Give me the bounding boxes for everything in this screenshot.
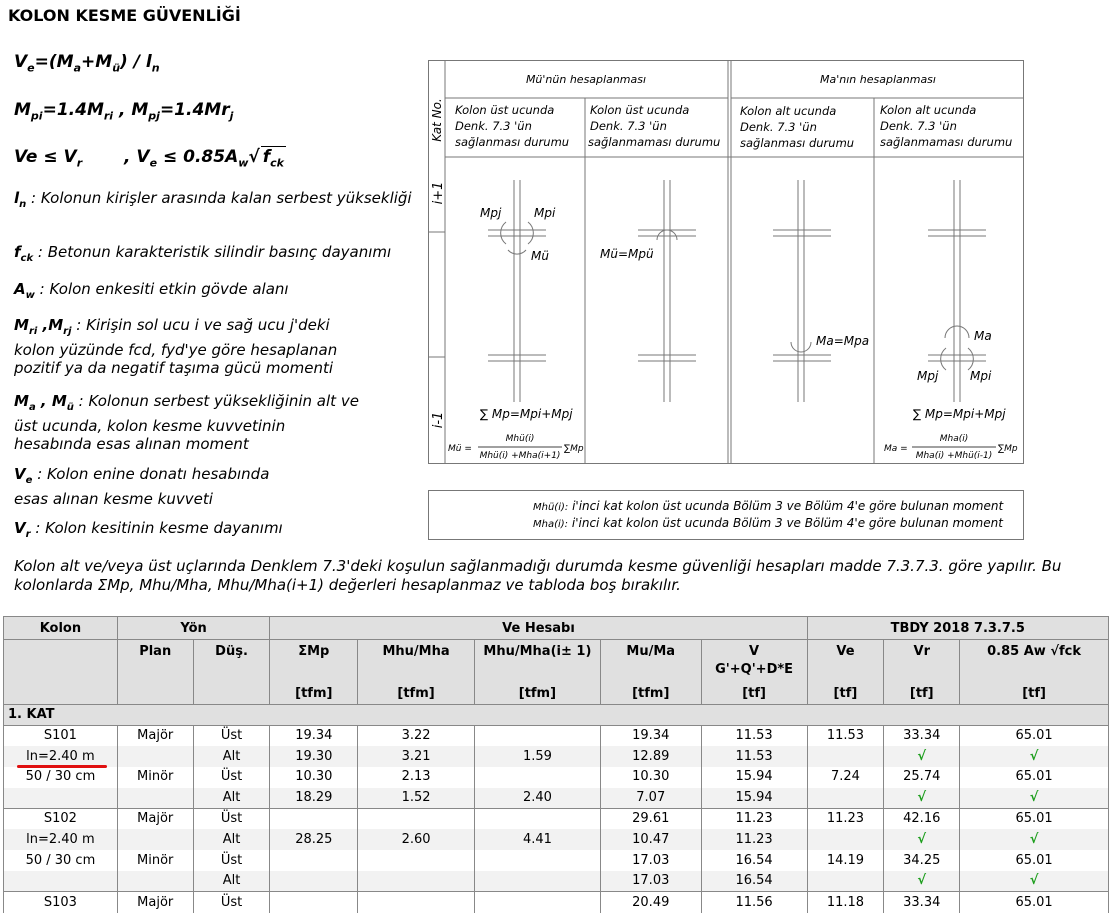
header-mhu-mha-i: Mhu/Mha(i± 1) (474, 640, 600, 684)
table-cell: 29.61 (600, 809, 701, 830)
unit-mhu-mha-i: [tfm] (474, 684, 600, 705)
table-cell: 28.25 (270, 829, 358, 850)
frac1-rhs: ∑Mp (564, 444, 584, 454)
definition-ma-mu: $M_a$ , $M_ü$ : Kolonun serbest yüksekliğinin alt ve üst ucunda, kolon kesme kuvvetinin hesabında esas alınan moment (14, 392, 359, 453)
table-cell: Alt (193, 871, 270, 892)
table-cell: 4.41 (474, 829, 600, 850)
definition-vr: $V_r$ : Kolon kesitinin kesme dayanımı (14, 519, 283, 540)
table-cell (358, 850, 475, 871)
table-row (4, 767, 1109, 788)
table-cell: 25.74 (884, 767, 960, 788)
table-cell: 2.60 (358, 829, 475, 850)
table-cell: 15.94 (701, 788, 807, 809)
table-cell: 16.54 (701, 850, 807, 871)
sum-mp-1: ∑ Mp=Mpi+Mpj (480, 407, 573, 421)
frac2-num: Mha(i) (939, 434, 969, 444)
unit-plan (117, 684, 193, 705)
moment-diagram (428, 60, 1028, 484)
col1-line1: Kolon üst ucunda (455, 103, 555, 117)
table-cell: 33.34 (884, 892, 960, 913)
table-cell: 65.01 (960, 726, 1109, 747)
table-cell: √ (884, 871, 960, 892)
table-cell: 1.59 (474, 746, 600, 767)
header-tbdy: TBDY 2018 7.3.7.5 (807, 617, 1108, 640)
table-cell: 12.89 (600, 746, 701, 767)
diagram-legend (428, 490, 1024, 540)
table-cell: 11.23 (701, 829, 807, 850)
table-cell (358, 871, 475, 892)
legend-line-1: Mhü(i): i'inci kat kolon üst ucunda Bölüm 3 ve Bölüm 4'e göre bulunan moment (533, 499, 1004, 513)
frac2-lhs: Ma = (884, 444, 908, 454)
table-cell: S103 (4, 892, 118, 913)
red-underline (17, 765, 107, 768)
table-cell: 18.29 (270, 788, 358, 809)
table-cell (270, 850, 358, 871)
table-cell (474, 850, 600, 871)
unit-aw-fck: [tf] (960, 684, 1109, 705)
definition-ln: $l_n$ : Kolonun kirişler arasında kalan serbest yüksekliği (14, 189, 412, 210)
table-cell: 50 / 30 cm (4, 850, 118, 871)
table-cell: 19.34 (270, 726, 358, 747)
shear-safety-table (3, 616, 1109, 913)
explanation-note: Kolon alt ve/veya üst uçlarında Denklem 7.3'deki koşulun sağlanmadığı durumda kesme güvenliği hesapları madde 7.3.7.3. göre yapılır. Bu kolonlarda ΣMp, Mhu/Mha, Mhu/Mha(i+1) değerleri hesaplanmaz ve tabloda boş bırakılır. (14, 557, 1062, 594)
table-cell: Üst (193, 726, 270, 747)
header-mu-ma: Mu/Ma (600, 640, 701, 684)
table-cell: 11.53 (701, 726, 807, 747)
label-ma-eq: Ma=Mpa (816, 334, 870, 348)
kat-no-label: Kat No. (430, 98, 444, 142)
label-mu-eq: Mü=Mpü (600, 247, 654, 261)
row-label-top: i+1 (431, 181, 446, 205)
frame-2 (638, 180, 696, 402)
table-row (4, 726, 1109, 747)
col3-line2: Denk. 7.3 'ün (740, 120, 817, 134)
table-cell: ln=2.40 m (4, 829, 118, 850)
frac2-rhs: ∑Mp (998, 444, 1018, 454)
header-yon: Yön (117, 617, 270, 640)
definition-mr: $M_{ri}$ $,M_{rj}$ : Kirişin sol ucu i ve sağ ucu j'deki kolon yüzünde fcd, fyd'ye göre hesaplanan pozitif ya da negatif taşıma gücü momenti (14, 316, 338, 377)
table-cell: Alt (193, 829, 270, 850)
table-cell: 42.16 (884, 809, 960, 830)
table-cell: 34.25 (884, 850, 960, 871)
header-v: V G'+Q'+D*E (701, 640, 807, 684)
table-cell (807, 871, 884, 892)
table-cell: 15.94 (701, 767, 807, 788)
col3-line3: sağlanması durumu (740, 136, 855, 150)
header-aw-fck: 0.85 Aw √fck (960, 640, 1109, 684)
table-cell: 2.13 (358, 767, 475, 788)
table-cell: Alt (193, 788, 270, 809)
header-kolon: Kolon (4, 617, 118, 640)
table-cell (807, 829, 884, 850)
header-ve: Ve (807, 640, 884, 684)
table-cell (474, 726, 600, 747)
header-blank (4, 640, 118, 684)
col2-line1: Kolon üst ucunda (590, 103, 690, 117)
table-cell: Üst (193, 850, 270, 871)
table-cell: 19.34 (600, 726, 701, 747)
ma-header: Ma'nın hesaplanması (820, 73, 936, 86)
table-cell: Üst (193, 767, 270, 788)
table-cell (4, 788, 118, 809)
table-cell: √ (884, 829, 960, 850)
definition-ve: $V_e$ : Kolon enine donatı hesabında esas alınan kesme kuvveti (14, 465, 270, 508)
table-cell: 50 / 30 cm (4, 767, 118, 788)
col1-line3: sağlanması durumu (455, 135, 570, 149)
table-cell: 33.34 (884, 726, 960, 747)
table-cell (117, 746, 193, 767)
table-cell: 14.19 (807, 850, 884, 871)
label-ma: Ma (974, 329, 992, 343)
kat-label: 1. KAT (4, 705, 1109, 726)
table-cell: Majör (117, 726, 193, 747)
table-cell: 7.24 (807, 767, 884, 788)
header-plan: Plan (117, 640, 193, 684)
header-mhu-mha: Mhu/Mha (358, 640, 475, 684)
table-cell: Alt (193, 746, 270, 767)
table-row (4, 892, 1109, 913)
table-cell (117, 788, 193, 809)
table-cell (358, 809, 475, 830)
table-cell: Minör (117, 767, 193, 788)
table-cell (807, 746, 884, 767)
unit-smp: [tfm] (270, 684, 358, 705)
formula-vr: $Ve \le V_r$ , $V_e \le 0.85A_w√$ $f_{ck}$ (14, 147, 284, 170)
table-row (4, 746, 1109, 767)
col2-line2: Denk. 7.3 'ün (590, 119, 667, 133)
col1-line2: Denk. 7.3 'ün (455, 119, 532, 133)
formula-ve: $V_e=(M_a+M_ü) / l_n$ (14, 52, 160, 75)
table-cell (358, 892, 475, 913)
table-cell: 11.18 (807, 892, 884, 913)
legend-line-2: Mha(i): i'inci kat kolon üst ucunda Bölüm 3 ve Bölüm 4'e göre bulunan moment (533, 516, 1003, 530)
table-cell (270, 892, 358, 913)
frac1-lhs: Mü = (448, 444, 472, 454)
table-cell: √ (960, 871, 1109, 892)
table-cell: 2.40 (474, 788, 600, 809)
table-cell: 16.54 (701, 871, 807, 892)
col2-line3: sağlanmaması durumu (588, 135, 721, 149)
table-cell (474, 809, 600, 830)
table-cell: Üst (193, 809, 270, 830)
unit-vr: [tf] (884, 684, 960, 705)
label-mpj-2: Mpj (917, 369, 939, 383)
table-cell: 3.22 (358, 726, 475, 747)
frac1-num: Mhü(i) (505, 434, 535, 444)
unit-blank (4, 684, 118, 705)
table-cell: Majör (117, 892, 193, 913)
frac1-den: Mhü(i) +Mha(i+1) (479, 451, 561, 461)
page-title: KOLON KESME GÜVENLİĞİ (8, 6, 241, 25)
sum-mp-2: ∑ Mp=Mpi+Mpj (913, 407, 1006, 421)
row-label-bottom: i-1 (431, 411, 446, 429)
table-cell (270, 871, 358, 892)
header-dus: Düş. (193, 640, 270, 684)
table-cell: 11.53 (701, 746, 807, 767)
table-row (4, 788, 1109, 809)
unit-mhu-mha: [tfm] (358, 684, 475, 705)
table-cell: 3.21 (358, 746, 475, 767)
table-cell: Minör (117, 850, 193, 871)
table-row (4, 871, 1109, 892)
table-cell: 65.01 (960, 850, 1109, 871)
table-cell: 17.03 (600, 850, 701, 871)
table-cell: Majör (117, 809, 193, 830)
label-mpi-1: Mpi (534, 206, 556, 220)
frame-3 (773, 180, 831, 402)
table-cell (117, 871, 193, 892)
unit-mu-ma: [tfm] (600, 684, 701, 705)
definition-aw: $A_w$ : Kolon enkesiti etkin gövde alanı (14, 280, 289, 301)
unit-v: [tf] (701, 684, 807, 705)
table-cell: 65.01 (960, 892, 1109, 913)
header-ve-hesabi: Ve Hesabı (270, 617, 807, 640)
header-smp: ΣMp (270, 640, 358, 684)
table-cell: 10.30 (600, 767, 701, 788)
table-cell: √ (960, 788, 1109, 809)
table-cell: √ (960, 829, 1109, 850)
table-cell: √ (960, 746, 1109, 767)
table-cell: Üst (193, 892, 270, 913)
table-cell: 11.53 (807, 726, 884, 747)
table-cell: 10.30 (270, 767, 358, 788)
label-mu: Mü (531, 249, 549, 263)
table-cell: 11.56 (701, 892, 807, 913)
unit-ve: [tf] (807, 684, 884, 705)
table-cell: 7.07 (600, 788, 701, 809)
label-mpj-1: Mpj (480, 206, 502, 220)
table-cell: 65.01 (960, 809, 1109, 830)
table-row (4, 829, 1109, 850)
table-cell (474, 892, 600, 913)
table-cell (474, 871, 600, 892)
table-cell: S101 (4, 726, 118, 747)
table-cell (807, 788, 884, 809)
table-cell (270, 809, 358, 830)
table-cell: 20.49 (600, 892, 701, 913)
mu-header: Mü'nün hesaplanması (525, 73, 647, 86)
table-cell: ln=2.40 m (4, 746, 118, 767)
table-cell: 11.23 (701, 809, 807, 830)
table-cell: √ (884, 788, 960, 809)
frac2-den: Mha(i) +Mhü(i-1) (915, 451, 993, 461)
header-vr: Vr (884, 640, 960, 684)
col4-line1: Kolon alt ucunda (880, 103, 977, 117)
col3-line1: Kolon alt ucunda (740, 104, 837, 118)
table-cell (117, 829, 193, 850)
unit-dus (193, 684, 270, 705)
table-row (4, 850, 1109, 871)
col4-line3: sağlanmaması durumu (880, 135, 1013, 149)
table-cell: S102 (4, 809, 118, 830)
table-cell: 17.03 (600, 871, 701, 892)
col4-line2: Denk. 7.3 'ün (880, 119, 957, 133)
table-cell: 19.30 (270, 746, 358, 767)
table-cell: 65.01 (960, 767, 1109, 788)
table-cell: √ (884, 746, 960, 767)
table-cell: 11.23 (807, 809, 884, 830)
formula-mp: $M_{pi}=1.4M_{ri}$ , $M_{pj}=1.4Mr_j$ (14, 100, 234, 123)
table-cell (474, 767, 600, 788)
table-cell: 10.47 (600, 829, 701, 850)
table-cell: 1.52 (358, 788, 475, 809)
label-mpi-2: Mpi (970, 369, 992, 383)
table-row (4, 809, 1109, 830)
table-cell (4, 871, 118, 892)
definition-fck: $f_{ck}$ : Betonun karakteristik silindir basınç dayanımı (14, 243, 392, 264)
